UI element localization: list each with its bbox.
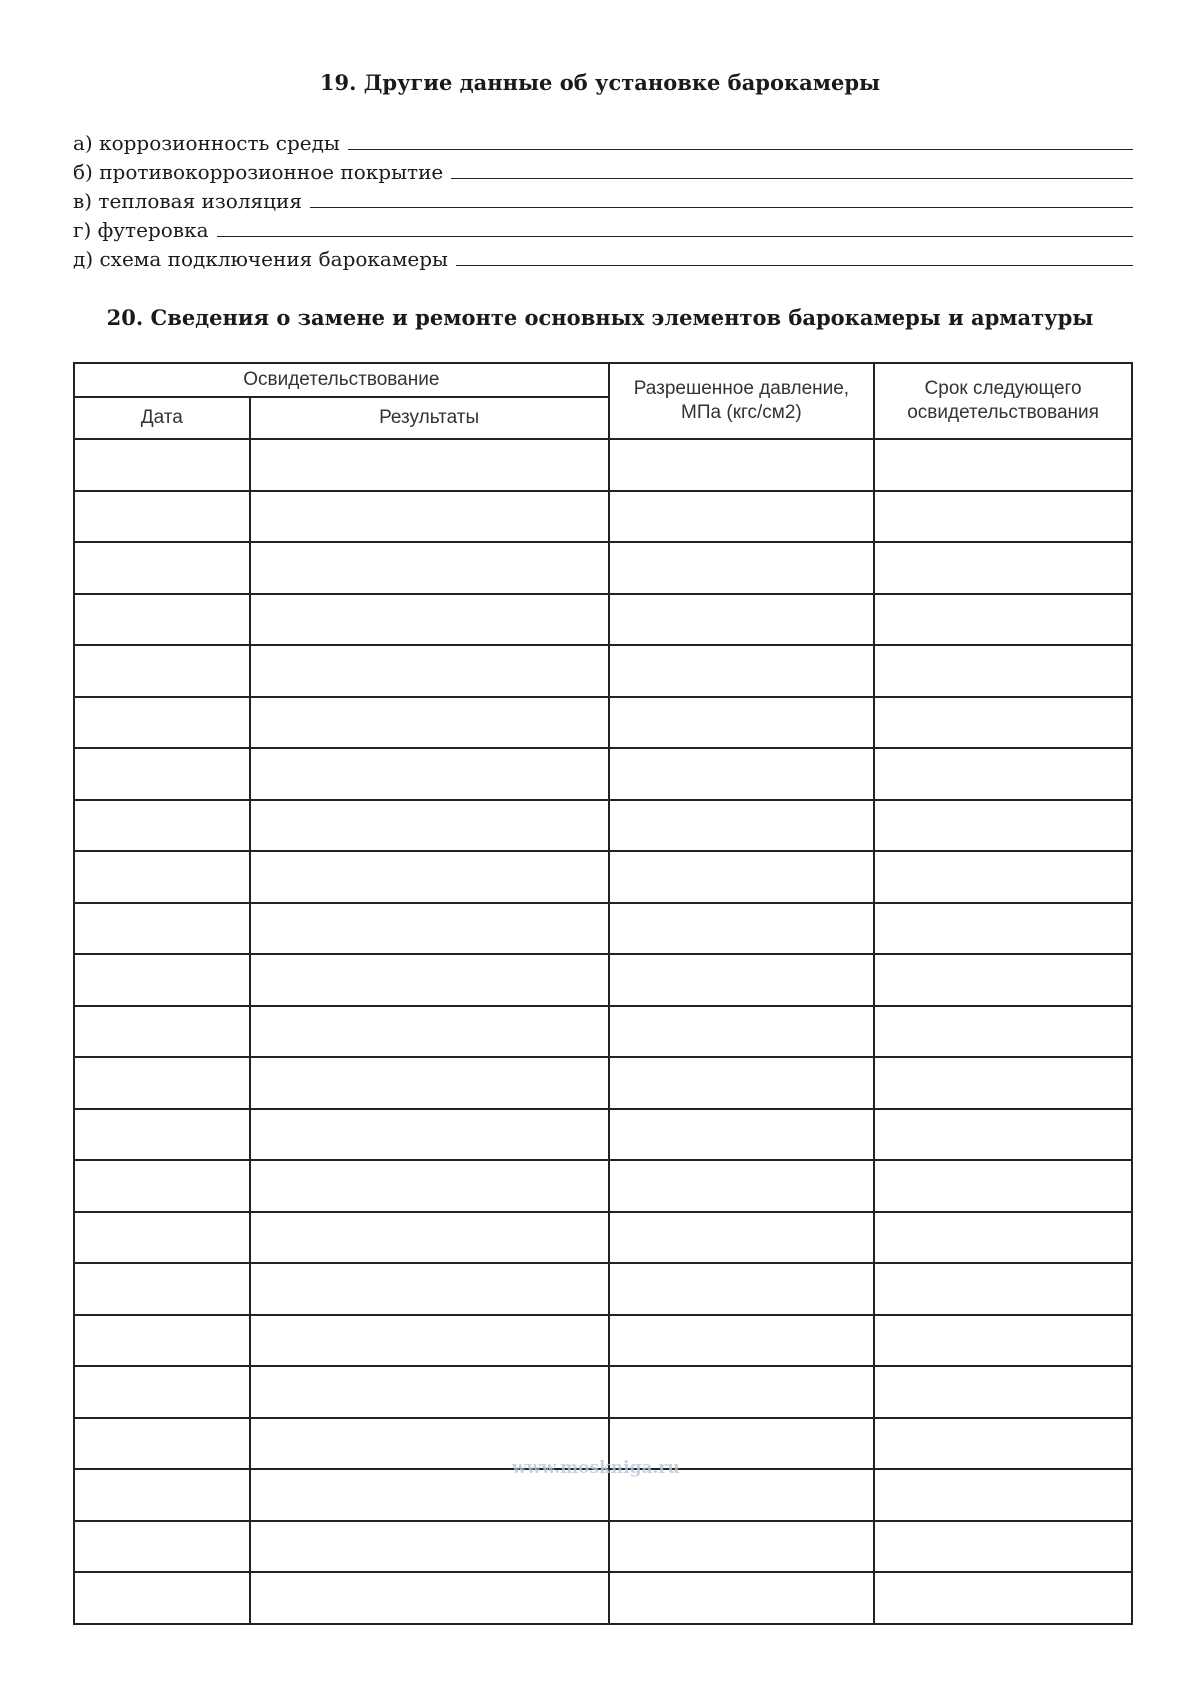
cell-pressure[interactable]: [609, 1212, 875, 1264]
cell-date[interactable]: [74, 903, 250, 955]
table-row: [74, 1572, 1132, 1624]
field-label: а) коррозионность среды: [73, 131, 340, 155]
cell-date[interactable]: [74, 542, 250, 594]
cell-next-inspection[interactable]: [874, 903, 1132, 955]
cell-results[interactable]: [250, 1212, 609, 1264]
cell-results[interactable]: [250, 1006, 609, 1058]
section-19-title: 19. Другие данные об установке барокамеры: [319, 70, 881, 95]
table-row: [74, 697, 1132, 749]
field-label: б) противокоррозионное покрытие: [73, 160, 444, 184]
cell-pressure[interactable]: [609, 954, 875, 1006]
cell-next-inspection[interactable]: [874, 1263, 1132, 1315]
cell-pressure[interactable]: [609, 1109, 875, 1161]
cell-pressure[interactable]: [609, 542, 875, 594]
cell-results[interactable]: [250, 1315, 609, 1367]
cell-date[interactable]: [74, 800, 250, 852]
cell-next-inspection[interactable]: [874, 594, 1132, 646]
repair-table: [73, 362, 1133, 1625]
cell-date[interactable]: [74, 1418, 250, 1470]
cell-next-inspection[interactable]: [874, 851, 1132, 903]
table-row: [74, 645, 1132, 697]
cell-next-inspection[interactable]: [874, 1212, 1132, 1264]
header-next-inspection: Срок следующего освидетельствования: [874, 363, 1132, 439]
cell-results[interactable]: [250, 851, 609, 903]
cell-date[interactable]: [74, 954, 250, 1006]
cell-results[interactable]: [250, 645, 609, 697]
cell-results[interactable]: [250, 800, 609, 852]
table-row: [74, 1212, 1132, 1264]
cell-next-inspection[interactable]: [874, 800, 1132, 852]
cell-next-inspection[interactable]: [874, 697, 1132, 749]
cell-results[interactable]: [250, 748, 609, 800]
cell-date[interactable]: [74, 697, 250, 749]
cell-results[interactable]: [250, 1057, 609, 1109]
table-row: [74, 542, 1132, 594]
cell-date[interactable]: [74, 594, 250, 646]
table-row: [74, 1160, 1132, 1212]
field-blank-line[interactable]: [348, 131, 1133, 150]
cell-date[interactable]: [74, 1057, 250, 1109]
table-row: [74, 439, 1132, 491]
cell-next-inspection[interactable]: [874, 1006, 1132, 1058]
field-label: г) футеровка: [73, 218, 209, 242]
cell-results[interactable]: [250, 697, 609, 749]
table-row: [74, 1521, 1132, 1573]
table-row: [74, 1263, 1132, 1315]
cell-pressure[interactable]: [609, 594, 875, 646]
cell-date[interactable]: [74, 1469, 250, 1521]
cell-pressure[interactable]: [609, 697, 875, 749]
cell-pressure[interactable]: [609, 1006, 875, 1058]
cell-pressure[interactable]: [609, 748, 875, 800]
cell-date[interactable]: [74, 491, 250, 543]
cell-date[interactable]: [74, 1572, 250, 1624]
cell-pressure[interactable]: [609, 1366, 875, 1418]
cell-date[interactable]: [74, 1006, 250, 1058]
cell-results[interactable]: [250, 1109, 609, 1161]
field-lining[interactable]: [73, 216, 1133, 245]
cell-date[interactable]: [74, 1212, 250, 1264]
cell-date[interactable]: [74, 1160, 250, 1212]
cell-results[interactable]: [250, 1366, 609, 1418]
section-19-fields: [73, 129, 1133, 274]
cell-pressure[interactable]: [609, 1057, 875, 1109]
table-body: [74, 439, 1132, 1624]
table-row: [74, 1315, 1132, 1367]
cell-next-inspection[interactable]: [874, 491, 1132, 543]
cell-pressure[interactable]: [609, 903, 875, 955]
cell-date[interactable]: [74, 851, 250, 903]
cell-results[interactable]: [250, 542, 609, 594]
cell-pressure[interactable]: [609, 491, 875, 543]
cell-date[interactable]: [74, 748, 250, 800]
header-inspection: Освидетельствование: [74, 363, 609, 397]
watermark: www.mosknigа.ru: [512, 1458, 680, 1478]
field-label: д) схема подключения барокамеры: [73, 247, 448, 271]
field-connection-scheme[interactable]: [73, 245, 1133, 274]
table-row: [74, 1109, 1132, 1161]
table-row: [74, 594, 1132, 646]
cell-pressure[interactable]: [609, 1160, 875, 1212]
table-row: [74, 954, 1132, 1006]
cell-next-inspection[interactable]: [874, 1572, 1132, 1624]
cell-next-inspection[interactable]: [874, 1418, 1132, 1470]
field-corrosiveness[interactable]: [73, 129, 1133, 158]
table-row: [74, 748, 1132, 800]
cell-results[interactable]: [250, 491, 609, 543]
cell-date[interactable]: [74, 645, 250, 697]
cell-pressure[interactable]: [609, 800, 875, 852]
table-row: [74, 800, 1132, 852]
cell-next-inspection[interactable]: [874, 439, 1132, 491]
cell-date[interactable]: [74, 1521, 250, 1573]
header-results: Результаты: [250, 397, 609, 439]
cell-pressure[interactable]: [609, 1521, 875, 1573]
cell-next-inspection[interactable]: [874, 1057, 1132, 1109]
cell-next-inspection[interactable]: [874, 1521, 1132, 1573]
cell-results[interactable]: [250, 594, 609, 646]
field-blank-line[interactable]: [451, 160, 1133, 179]
cell-pressure[interactable]: [609, 439, 875, 491]
cell-next-inspection[interactable]: [874, 542, 1132, 594]
cell-results[interactable]: [250, 1263, 609, 1315]
cell-date[interactable]: [74, 1109, 250, 1161]
table-row: [74, 903, 1132, 955]
cell-pressure[interactable]: [609, 1315, 875, 1367]
cell-pressure[interactable]: [609, 1572, 875, 1624]
field-blank-line[interactable]: [310, 189, 1133, 208]
cell-pressure[interactable]: [609, 851, 875, 903]
table-row: [74, 851, 1132, 903]
cell-next-inspection[interactable]: [874, 748, 1132, 800]
cell-results[interactable]: [250, 954, 609, 1006]
cell-results[interactable]: [250, 1521, 609, 1573]
cell-date[interactable]: [74, 1263, 250, 1315]
cell-results[interactable]: [250, 1572, 609, 1624]
cell-pressure[interactable]: [609, 1263, 875, 1315]
cell-next-inspection[interactable]: [874, 645, 1132, 697]
cell-next-inspection[interactable]: [874, 954, 1132, 1006]
table-row: [74, 1057, 1132, 1109]
cell-date[interactable]: [74, 1315, 250, 1367]
section-20-title: 20. Сведения о замене и ремонте основных элементов барокамеры и арматуры: [106, 305, 1094, 330]
cell-pressure[interactable]: [609, 645, 875, 697]
header-date: Дата: [74, 397, 250, 439]
cell-date[interactable]: [74, 439, 250, 491]
cell-next-inspection[interactable]: [874, 1469, 1132, 1521]
field-blank-line[interactable]: [456, 247, 1133, 266]
cell-next-inspection[interactable]: [874, 1160, 1132, 1212]
header-pressure: Разрешенное давление, МПа (кгс/см2): [609, 363, 875, 439]
table-row: [74, 1366, 1132, 1418]
field-anticorrosion-coating[interactable]: [73, 158, 1133, 187]
table-row: [74, 491, 1132, 543]
cell-results[interactable]: [250, 439, 609, 491]
cell-date[interactable]: [74, 1366, 250, 1418]
field-thermal-insulation[interactable]: [73, 187, 1133, 216]
cell-next-inspection[interactable]: [874, 1109, 1132, 1161]
cell-next-inspection[interactable]: [874, 1366, 1132, 1418]
cell-next-inspection[interactable]: [874, 1315, 1132, 1367]
cell-results[interactable]: [250, 1160, 609, 1212]
cell-results[interactable]: [250, 903, 609, 955]
table-row: [74, 1006, 1132, 1058]
field-label: в) тепловая изоляция: [73, 189, 302, 213]
field-blank-line[interactable]: [217, 218, 1134, 237]
